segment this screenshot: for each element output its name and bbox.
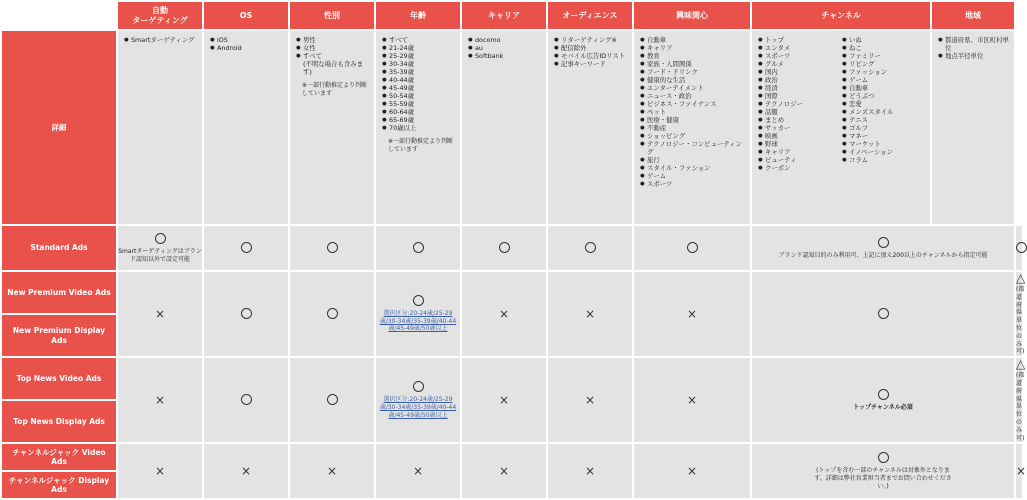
channel-jack-interest — [633, 443, 751, 499]
standard-gender — [289, 225, 375, 271]
channel-jack-audience — [547, 443, 633, 499]
list-item: ● 自動車 — [842, 84, 926, 92]
list-item: ● どうぶつ — [842, 92, 926, 100]
cross-mark: × — [412, 464, 424, 479]
list-item: ● すべて — [296, 52, 370, 60]
detail-audience — [547, 30, 633, 225]
list-item: ● 55-59歳 — [382, 100, 456, 108]
header-row — [1, 1, 1023, 30]
top-news-carrier — [461, 357, 547, 443]
cross-mark: × — [498, 307, 510, 322]
list-item: ● トップ — [758, 36, 842, 44]
row-label-detail: 詳細 — [1, 30, 117, 225]
age-select-link[interactable]: 選択区分:20-24歳/25-29歳/30-34歳/35-39歳/40-44歳/45-49歳/50歳以上 — [379, 396, 457, 419]
list-item: ● メンズスタイル — [842, 108, 926, 116]
standard-interest — [633, 225, 751, 271]
detail-carrier — [461, 30, 547, 225]
row-label-channel-jack-video: チャンネルジャック Video Ads — [1, 443, 117, 471]
circle-mark — [241, 308, 252, 319]
circle-mark — [413, 381, 424, 392]
list-item: ● 記事キーワード — [554, 60, 628, 68]
row-standard-ads — [1, 225, 1023, 271]
list-item: ● 都道府県、市区町村単位 — [938, 36, 1010, 52]
list-item: ● 医療・健康 — [640, 116, 746, 124]
list-item: ● マーケット — [842, 140, 926, 148]
list-item: ● 家族・人間関係 — [640, 60, 746, 68]
new-premium-auto — [117, 271, 203, 357]
list-item: ● 女性 — [296, 44, 370, 52]
standard-auto-note: Smartターゲティングはブランド認知以外で設定可能 — [118, 247, 202, 263]
header-channel: チャンネル — [751, 1, 931, 30]
circle-mark — [1016, 242, 1027, 253]
cross-mark: × — [584, 464, 596, 479]
circle-mark — [878, 389, 889, 400]
circle-mark — [327, 242, 338, 253]
age-select-link[interactable]: 選択区分:20-24歳/25-29歳/30-34歳/35-39歳/40-44歳/45-49歳/50歳以上 — [379, 309, 457, 333]
top-news-gender — [289, 357, 375, 443]
list-item: ● Android — [210, 44, 284, 52]
list-item: ● マネー — [842, 132, 926, 140]
list-item: ● グルメ — [758, 60, 842, 68]
list-item: ● ペット — [640, 108, 746, 116]
list-item: ● エンターテイメント — [640, 84, 746, 92]
cross-mark: × — [498, 464, 510, 479]
cross-mark: × — [326, 464, 338, 479]
list-item: ● 25-29歳 — [382, 52, 456, 60]
list-item-note: (不明な場合も含みます) — [303, 60, 364, 76]
list-item: ● 45-49歳 — [382, 84, 456, 92]
list-item: ● 政治 — [758, 76, 842, 84]
channel-jack-region — [1015, 443, 1027, 499]
corner-cell — [1, 1, 117, 30]
list-item: ● ビューティ — [758, 156, 842, 164]
circle-mark — [878, 237, 889, 248]
list-item: ● 経済 — [758, 84, 842, 92]
triangle-mark: △ — [1016, 357, 1026, 372]
channel-jack-note: (トップを含む一部のチャンネルは対象外となります。詳細は弊社営業担当者までお問い合わせください。) — [814, 467, 952, 490]
list-item: ● キャリア — [640, 44, 746, 52]
new-premium-interest — [633, 271, 751, 357]
circle-mark — [327, 394, 338, 405]
list-item: ● 野球 — [758, 140, 842, 148]
list-item: ● 教育 — [640, 52, 746, 60]
circle-mark — [241, 394, 252, 405]
header-interest: 興味関心 — [633, 1, 751, 30]
top-channel-required: トップチャンネル必須 — [853, 403, 913, 411]
list-item: ● Smartターゲティング — [124, 36, 198, 44]
new-premium-age — [375, 271, 461, 357]
row-label-new-premium-video: New Premium Video Ads — [1, 271, 117, 314]
standard-region — [1015, 225, 1023, 271]
top-news-os — [203, 357, 289, 443]
top-news-channel — [751, 357, 1015, 443]
top-news-age — [375, 357, 461, 443]
list-item: ● テクノロジー — [758, 100, 842, 108]
row-channel-jack-video — [1, 443, 1023, 471]
header-auto-targeting: 自動 ターゲティング — [117, 1, 203, 30]
list-item: ● 35-39歳 — [382, 68, 456, 76]
cross-mark: × — [498, 393, 510, 408]
cross-mark: × — [584, 307, 596, 322]
list-item: ● リターゲティング※ — [554, 36, 628, 44]
list-item: ● ファッション — [842, 68, 926, 76]
standard-channel — [751, 225, 1015, 271]
list-item: ● iOS — [210, 36, 284, 44]
new-premium-region — [1015, 271, 1026, 357]
circle-mark — [327, 308, 338, 319]
list-item: ● ショッピング — [640, 132, 746, 140]
cross-mark: × — [154, 393, 166, 408]
circle-mark — [687, 242, 698, 253]
list-item: ● ニュース・政治 — [640, 92, 746, 100]
standard-os — [203, 225, 289, 271]
circle-mark — [155, 233, 166, 244]
channel-jack-auto — [117, 443, 203, 499]
detail-row — [1, 30, 1023, 225]
circle-mark — [413, 295, 424, 306]
top-news-interest — [633, 357, 751, 443]
header-age: 年齢 — [375, 1, 461, 30]
list-item: ● ゴルフ — [842, 124, 926, 132]
list-item: ● テニス — [842, 116, 926, 124]
list-item: ● 不動産 — [640, 124, 746, 132]
list-item: ● au — [468, 44, 542, 52]
list-item: ● 男性 — [296, 36, 370, 44]
list-item: ● フード・ドリンク — [640, 68, 746, 76]
standard-carrier — [461, 225, 547, 271]
list-item: ● 50-54歳 — [382, 92, 456, 100]
standard-auto — [117, 225, 203, 271]
list-item: ● 配信除外 — [554, 44, 628, 52]
gender-note: ※一部行動推定より判断しています — [302, 82, 368, 97]
cross-mark: × — [1016, 464, 1027, 479]
circle-mark — [241, 242, 252, 253]
list-item: ● すべて — [382, 36, 456, 44]
new-premium-carrier — [461, 271, 547, 357]
list-item: ● 話題 — [758, 108, 842, 116]
detail-auto — [117, 30, 203, 225]
circle-mark — [413, 242, 424, 253]
detail-channel — [751, 30, 931, 225]
cross-mark: × — [584, 393, 596, 408]
channel-jack-age — [375, 443, 461, 499]
cross-mark: × — [154, 464, 166, 479]
cross-mark: × — [240, 464, 252, 479]
new-premium-os — [203, 271, 289, 357]
detail-age — [375, 30, 461, 225]
row-top-news-video — [1, 357, 1023, 400]
standard-age — [375, 225, 461, 271]
list-item: ● コラム — [842, 156, 926, 164]
list-item: ● ねこ — [842, 44, 926, 52]
list-item: ● ゲーム — [640, 172, 746, 180]
list-item: ● Softbank — [468, 52, 542, 60]
region-pref-note: (都道府県単位のみ可) — [1016, 372, 1025, 442]
detail-os — [203, 30, 289, 225]
cross-mark: × — [154, 307, 166, 322]
list-item: ● テクノロジー・コンピューティング — [640, 140, 746, 156]
row-label-new-premium-display: New Premium Display Ads — [1, 314, 117, 357]
list-item: ● リビング — [842, 60, 926, 68]
channel-jack-carrier — [461, 443, 547, 499]
row-label-standard: Standard Ads — [1, 225, 117, 271]
new-premium-gender — [289, 271, 375, 357]
channel-jack-os — [203, 443, 289, 499]
row-new-premium-video — [1, 271, 1023, 314]
list-item: ● モバイル広告IDリスト — [554, 52, 628, 60]
top-news-auto — [117, 357, 203, 443]
new-premium-audience — [547, 271, 633, 357]
circle-mark — [585, 242, 596, 253]
row-label-top-news-display: Top News Display Ads — [1, 400, 117, 443]
header-gender: 性別 — [289, 1, 375, 30]
header-os: OS — [203, 1, 289, 30]
list-item: ● ゲーム — [842, 76, 926, 84]
cross-mark: × — [686, 464, 698, 479]
list-item: ● 地点半径単位 — [938, 52, 1010, 60]
list-item: ● 国内 — [758, 68, 842, 76]
region-pref-note: (都道府県単位のみ可) — [1016, 286, 1025, 356]
list-item: ● スポーツ — [640, 180, 746, 188]
list-item: ● まとめ — [758, 116, 842, 124]
list-item: ● ビジネス・ファイナンス — [640, 100, 746, 108]
detail-interest — [633, 30, 751, 225]
age-note: ※一部行動推定より判断しています — [388, 138, 454, 153]
list-item: ● docomo — [468, 36, 542, 44]
new-premium-channel — [751, 271, 1015, 357]
top-news-region — [1015, 357, 1026, 443]
list-item: ● 70歳以上 — [382, 124, 456, 132]
list-item: ● スタイル・ファション — [640, 164, 746, 172]
detail-region — [931, 30, 1015, 225]
list-item: ● 40-44歳 — [382, 76, 456, 84]
list-item: ● 30-34歳 — [382, 60, 456, 68]
list-item: ● サッカー — [758, 124, 842, 132]
list-item: ● クーポン — [758, 164, 842, 172]
circle-mark — [499, 242, 510, 253]
standard-channel-note: ブランド認知目的のみ利用可、上記に加え200以上のチャンネルから指定可能 — [778, 251, 988, 259]
list-item: ● 21-24歳 — [382, 44, 456, 52]
header-carrier: キャリア — [461, 1, 547, 30]
cross-mark: × — [686, 307, 698, 322]
list-item: ● 旅行 — [640, 156, 746, 164]
list-item: ● キャリア — [758, 148, 842, 156]
triangle-mark: △ — [1016, 271, 1026, 285]
list-item: ● 60-64歳 — [382, 108, 456, 116]
standard-audience — [547, 225, 633, 271]
list-item: ● 国際 — [758, 92, 842, 100]
list-item: ● イノベーション — [842, 148, 926, 156]
row-label-channel-jack-display: チャンネルジャック Display Ads — [1, 471, 117, 499]
channel-jack-gender — [289, 443, 375, 499]
header-region: 地域 — [931, 1, 1015, 30]
list-item: ● 映画 — [758, 132, 842, 140]
list-item: ● スポーツ — [758, 52, 842, 60]
list-item: ● ファミリー — [842, 52, 926, 60]
list-item: ● 恋愛 — [842, 100, 926, 108]
row-label-top-news-video: Top News Video Ads — [1, 357, 117, 400]
cross-mark: × — [686, 393, 698, 408]
circle-mark — [878, 308, 889, 319]
list-item: ● エンタメ — [758, 44, 842, 52]
list-item: ● 65-69歳 — [382, 116, 456, 124]
circle-mark — [878, 452, 889, 463]
top-news-audience — [547, 357, 633, 443]
list-item: ● 健康的な生活 — [640, 76, 746, 84]
channel-jack-channel — [751, 443, 1015, 499]
list-item: ● 自動車 — [640, 36, 746, 44]
header-audience: オーディエンス — [547, 1, 633, 30]
list-item: ● いぬ — [842, 36, 926, 44]
detail-gender — [289, 30, 375, 225]
